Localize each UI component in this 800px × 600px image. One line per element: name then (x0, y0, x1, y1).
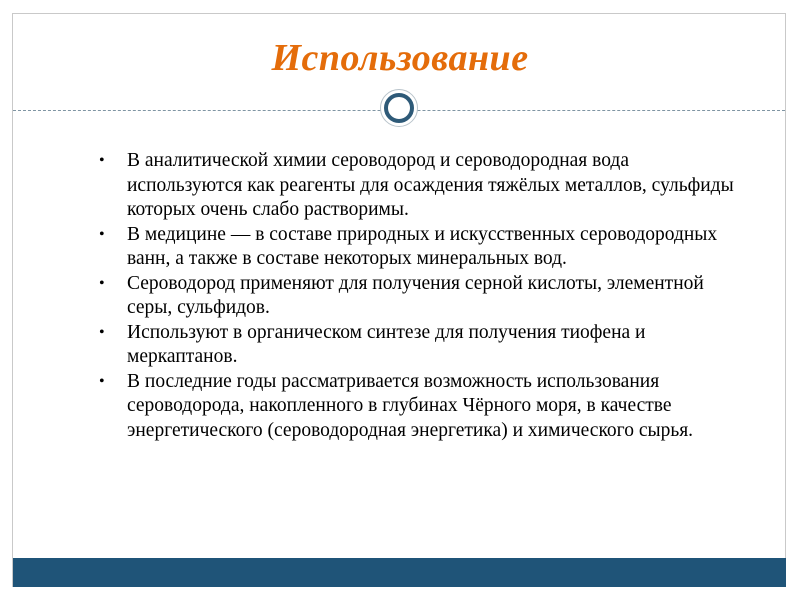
list-item (96, 370, 736, 444)
bullet-text: Сероводород применяют для получения серной кислоты, элементной серы, сульфидов. (127, 272, 704, 318)
footer-bar (13, 558, 786, 587)
bullet-marker: • (99, 274, 105, 292)
bullet-text: В медицине — в составе природных и искусственных сероводородных ванн, а также в составе некоторых минеральных вод. (127, 223, 718, 269)
bullet-text: В последние годы рассматривается возможность использования сероводорода, накопленного в глубинах Чёрного моря, в качестве энергетического (сероводородная энергетика) и химического сырья. (127, 370, 694, 441)
circle-ornament-icon (380, 89, 418, 127)
ornament-ring (384, 93, 414, 123)
list-item (96, 321, 736, 370)
bullet-list (96, 149, 736, 443)
list-item (96, 223, 736, 272)
bullet-text: В аналитической химии сероводород и сероводородная вода используются как реагенты для осаждения тяжёлых металлов, сульфиды которых очень слабо растворимы. (127, 150, 734, 220)
list-item (96, 149, 736, 223)
bullet-marker: • (99, 323, 105, 341)
bullet-marker: • (99, 152, 105, 169)
slide-title: Использование (271, 37, 529, 79)
bullet-text: Используют в органическом синтезе для получения тиофена и меркаптанов. (127, 321, 646, 367)
bullet-marker: • (99, 225, 105, 243)
bullet-marker: • (99, 372, 105, 390)
list-item (96, 272, 736, 321)
